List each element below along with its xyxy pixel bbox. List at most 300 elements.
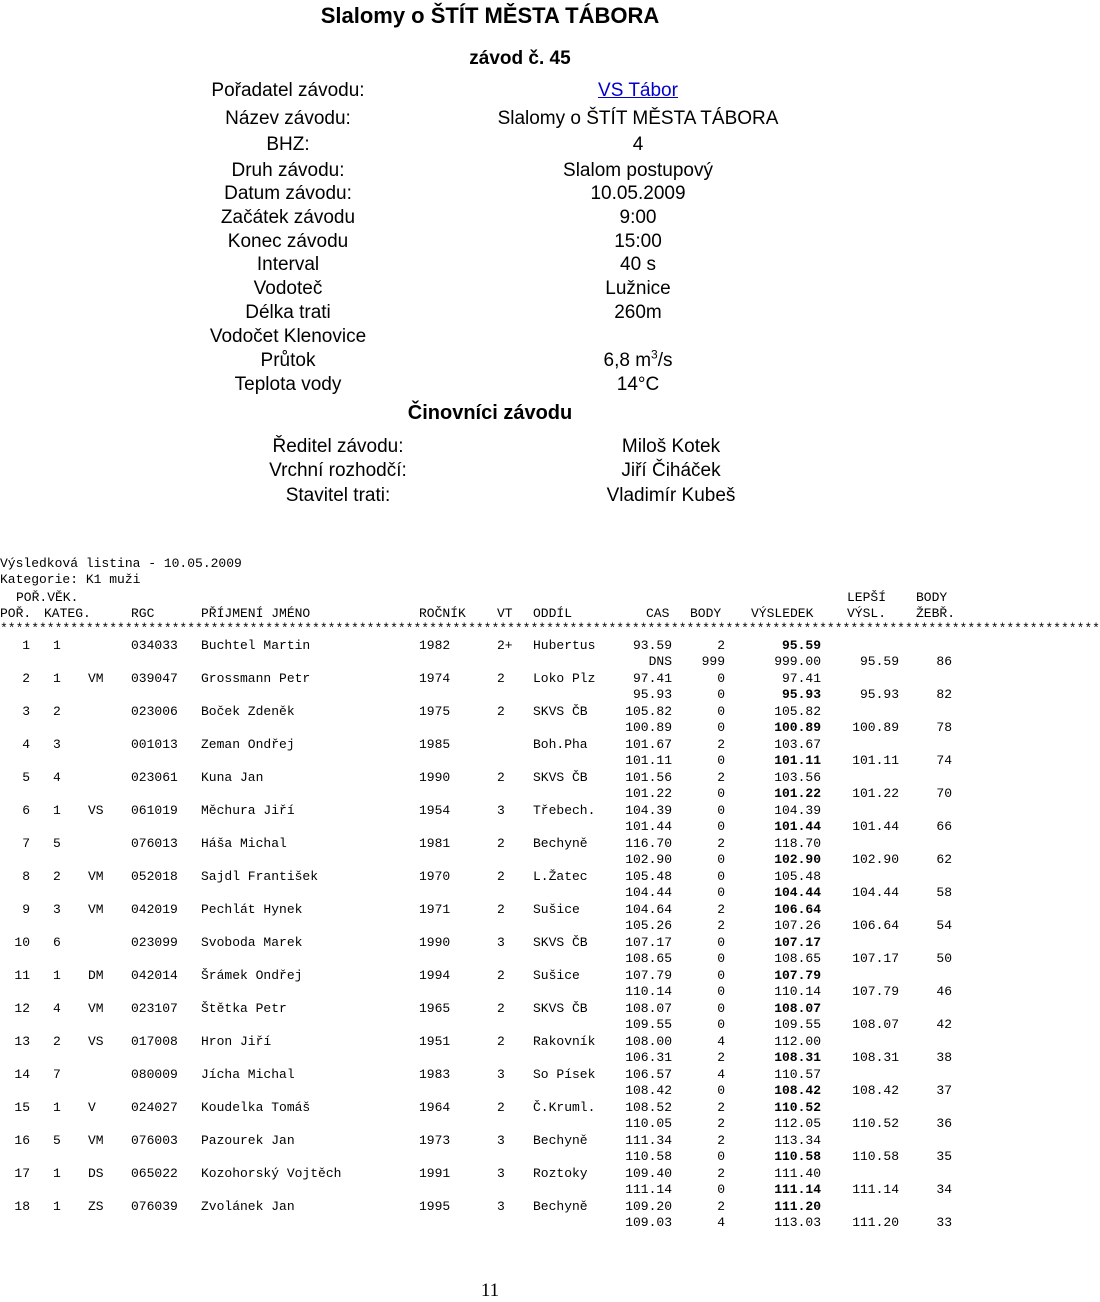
cell-best-result: 107.17: [852, 951, 899, 966]
cell-ladder-points: 34: [936, 1182, 952, 1197]
result-row-second-run: [0, 984, 960, 1000]
cell-run2-time: 111.14: [625, 1182, 672, 1197]
cell-por: 15: [14, 1100, 30, 1115]
cell-club: Č.Kruml.: [533, 1100, 596, 1115]
cell-run1-time: 104.39: [625, 803, 672, 818]
cell-rgc: 052018: [131, 869, 178, 884]
info-label: Druh závodu:: [231, 160, 345, 181]
cell-year: 1995: [419, 1199, 451, 1214]
cell-rgc: 080009: [131, 1067, 178, 1082]
cell-run2-result: 108.65: [774, 951, 821, 966]
cell-age-rank: 7: [53, 1067, 61, 1082]
cell-run1-time: 101.67: [625, 737, 672, 752]
cell-year: 1983: [419, 1067, 451, 1082]
info-row: [0, 277, 960, 301]
info-value-sup: 3: [651, 347, 658, 362]
cell-rgc: 042014: [131, 968, 178, 983]
cell-run2-time: 104.44: [625, 885, 672, 900]
result-row: [0, 803, 960, 819]
info-value: [478, 107, 798, 131]
cell-run1-time: 101.56: [625, 770, 672, 785]
cell-club: Rakovník: [533, 1034, 596, 1049]
cell-ladder-points: 70: [936, 786, 952, 801]
info-label: Datum závodu:: [224, 183, 352, 204]
cell-year: 1951: [419, 1034, 451, 1049]
cell-vt: 3: [497, 1133, 505, 1148]
cell-run2-time: 105.26: [625, 918, 672, 933]
cell-por: 11: [14, 968, 30, 983]
cell-vt: 2: [497, 1100, 505, 1115]
cell-por: 6: [22, 803, 30, 818]
cell-vt: 3: [497, 1199, 505, 1214]
cell-run2-result: 112.05: [774, 1116, 821, 1131]
cell-rgc: 039047: [131, 671, 178, 686]
cell-category: VS: [88, 803, 104, 818]
header-row-top: [0, 590, 960, 606]
cell-ladder-points: 42: [936, 1017, 952, 1032]
cell-age-rank: 5: [53, 1133, 61, 1148]
cell-vt: 3: [497, 935, 505, 950]
cell-club: SKVS ČB: [533, 935, 588, 950]
cell-run2-result: 108.42: [774, 1083, 821, 1098]
cell-name: Měchura Jiří: [201, 803, 295, 818]
info-row: [0, 79, 960, 103]
info-row: [0, 206, 960, 230]
cell-year: 1971: [419, 902, 451, 917]
cell-run1-time: 106.57: [625, 1067, 672, 1082]
cell-run2-result: 101.44: [774, 819, 821, 834]
result-row: [0, 770, 960, 786]
cell-run2-time: 100.89: [625, 720, 672, 735]
cell-year: 1970: [419, 869, 451, 884]
info-label: BHZ:: [266, 134, 310, 155]
cell-vt: 2+: [497, 638, 513, 653]
result-row-second-run: [0, 1149, 960, 1165]
cell-age-rank: 4: [53, 1001, 61, 1016]
header-kateg: KATEG.: [44, 606, 91, 621]
cell-age-rank: 1: [53, 638, 61, 653]
cell-run1-penalty: 2: [717, 737, 725, 752]
cell-category: VM: [88, 671, 104, 686]
cell-ladder-points: 62: [936, 852, 952, 867]
cell-por: 8: [22, 869, 30, 884]
cell-name: Kuna Jan: [201, 770, 264, 785]
cell-vt: 2: [497, 671, 505, 686]
cell-best-result: 95.93: [859, 687, 899, 702]
cell-club: Sušice: [533, 902, 580, 917]
result-row: [0, 1199, 960, 1215]
cell-run2-penalty: 0: [717, 753, 725, 768]
cell-club: Sušice: [533, 968, 580, 983]
cell-category: DM: [88, 968, 104, 983]
cell-run2-penalty: 2: [717, 918, 725, 933]
info-value-text: 9:00: [619, 207, 657, 228]
cell-run2-result: 102.90: [774, 852, 821, 867]
cell-vt: 3: [497, 1166, 505, 1181]
cell-age-rank: 2: [53, 704, 61, 719]
info-row: [0, 325, 960, 349]
cell-run1-penalty: 2: [717, 1133, 725, 1148]
cell-run1-penalty: 0: [717, 704, 725, 719]
cell-run1-penalty: 2: [717, 1199, 725, 1214]
result-row: [0, 1001, 960, 1017]
cell-category: DS: [88, 1166, 104, 1181]
cell-run1-time: 108.52: [625, 1100, 672, 1115]
cell-por: 7: [22, 836, 30, 851]
info-value-text: 10.05.2009: [590, 183, 686, 204]
result-row: [0, 1133, 960, 1149]
info-value: [478, 373, 798, 397]
header-rocnik: ROČNÍK: [419, 606, 466, 621]
cell-run1-time: 105.82: [625, 704, 672, 719]
info-value: [478, 133, 798, 157]
cell-best-result: 102.90: [852, 852, 899, 867]
cell-age-rank: 1: [53, 1199, 61, 1214]
cell-club: Bechyně: [533, 1133, 588, 1148]
cell-category: ZS: [88, 1199, 104, 1214]
cell-age-rank: 1: [53, 671, 61, 686]
cell-run1-time: 109.20: [625, 1199, 672, 1214]
cell-club: So Písek: [533, 1067, 596, 1082]
cell-name: Hron Jiří: [201, 1034, 272, 1049]
cell-run2-time: 95.93: [632, 687, 672, 702]
header-name: PŘÍJMENÍ JMÉNO: [201, 606, 311, 621]
cell-vt: 3: [497, 803, 505, 818]
cell-category: VM: [88, 1133, 104, 1148]
cell-age-rank: 2: [53, 869, 61, 884]
info-value: [478, 182, 798, 206]
header-body-top: BODY: [916, 590, 948, 605]
result-row: [0, 1100, 960, 1116]
cell-best-result: 110.52: [852, 1116, 899, 1131]
result-row: [0, 869, 960, 885]
result-row-second-run: [0, 885, 960, 901]
cell-name: Háša Michal: [201, 836, 287, 851]
cell-run1-penalty: 0: [717, 869, 725, 884]
cell-run1-time: 111.34: [625, 1133, 672, 1148]
cell-run2-result: 110.14: [774, 984, 821, 999]
info-value-text: 6,8 m: [603, 350, 652, 371]
cell-run1-penalty: 2: [717, 1166, 725, 1181]
info-value-suffix: /s: [657, 350, 673, 371]
cell-club: Loko Plz: [533, 671, 596, 686]
result-row: [0, 1166, 960, 1182]
cell-ladder-points: 86: [936, 654, 952, 669]
cell-run1-penalty: 0: [717, 968, 725, 983]
cell-year: 1994: [419, 968, 451, 983]
official-role: Ředitel závodu:: [272, 436, 404, 457]
cell-run2-penalty: 2: [717, 1116, 725, 1131]
cell-vt: 2: [497, 869, 505, 884]
cell-club: L.Žatec: [533, 869, 588, 884]
cell-run1-result: 111.40: [774, 1166, 821, 1181]
cell-best-result: 101.44: [852, 819, 899, 834]
cell-run1-penalty: 2: [717, 770, 725, 785]
cell-run1-penalty: 4: [717, 1034, 725, 1049]
cell-ladder-points: 78: [936, 720, 952, 735]
cell-category: VM: [88, 1001, 104, 1016]
cell-year: 1982: [419, 638, 451, 653]
cell-run2-result: 113.03: [774, 1215, 821, 1230]
cell-run2-penalty: 0: [717, 720, 725, 735]
info-label: Vodočet Klenovice: [209, 326, 367, 347]
cell-rgc: 076013: [131, 836, 178, 851]
info-label: Konec závodu: [227, 231, 349, 252]
info-value-text: 40 s: [620, 254, 656, 275]
cell-age-rank: 2: [53, 1034, 61, 1049]
info-value: [478, 79, 798, 103]
cell-year: 1981: [419, 836, 451, 851]
cell-run2-time: 109.03: [625, 1215, 672, 1230]
cell-rgc: 061019: [131, 803, 178, 818]
result-row-second-run: [0, 1182, 960, 1198]
info-row: [0, 253, 960, 277]
cell-vt: 3: [497, 1067, 505, 1082]
cell-por: 17: [14, 1166, 30, 1181]
info-value: [478, 349, 798, 373]
cell-name: Jícha Michal: [201, 1067, 295, 1082]
cell-name: Šrámek Ondřej: [201, 968, 303, 983]
cell-run1-penalty: 0: [717, 671, 725, 686]
cell-best-result: 108.42: [852, 1083, 899, 1098]
cell-year: 1974: [419, 671, 451, 686]
result-row: [0, 836, 960, 852]
header-rgc: RGC: [131, 606, 155, 621]
result-row-second-run: [0, 1050, 960, 1066]
cell-best-result: 110.58: [852, 1149, 899, 1164]
info-value-text: Lužnice: [605, 278, 671, 299]
cell-run2-penalty: 999: [701, 654, 725, 669]
results-title: Výsledková listina - 10.05.2009: [0, 556, 242, 571]
cell-por: 13: [14, 1034, 30, 1049]
cell-run2-time: 108.65: [625, 951, 672, 966]
result-row-second-run: [0, 1116, 960, 1132]
result-row: [0, 671, 960, 687]
header-oddil: ODDÍL: [533, 606, 573, 621]
cell-name: Koudelka Tomáš: [201, 1100, 311, 1115]
cell-best-result: 108.31: [852, 1050, 899, 1065]
cell-por: 9: [22, 902, 30, 917]
info-value-text[interactable]: VS Tábor: [598, 80, 678, 101]
cell-rgc: 023006: [131, 704, 178, 719]
header-por-vek: POŘ.VĚK.: [16, 590, 79, 605]
cell-por: 18: [14, 1199, 30, 1214]
separator-stars: *********************************************************************************************************************************************: [0, 621, 1100, 636]
header-row: [0, 606, 960, 622]
header-vysl: VÝSL.: [847, 606, 887, 621]
cell-age-rank: 1: [53, 1166, 61, 1181]
cell-vt: 2: [497, 770, 505, 785]
cell-rgc: 076003: [131, 1133, 178, 1148]
cell-category: VS: [88, 1034, 104, 1049]
info-value-text: Slalomy o ŠTÍT MĚSTA TÁBORA: [497, 108, 779, 129]
info-value-text: 15:00: [614, 231, 662, 252]
cell-year: 1964: [419, 1100, 451, 1115]
cell-run1-penalty: 2: [717, 902, 725, 917]
info-value-text: 260m: [614, 302, 662, 323]
info-value-text: 14°C: [616, 374, 660, 395]
cell-run1-time: 108.00: [625, 1034, 672, 1049]
cell-run1-penalty: 0: [717, 935, 725, 950]
cell-rgc: 023061: [131, 770, 178, 785]
cell-age-rank: 1: [53, 968, 61, 983]
cell-year: 1954: [419, 803, 451, 818]
info-row: [0, 133, 960, 157]
result-row-second-run: [0, 1215, 960, 1231]
cell-run1-penalty: 0: [717, 1001, 725, 1016]
cell-year: 1975: [419, 704, 451, 719]
cell-age-rank: 1: [53, 1100, 61, 1115]
cell-club: Třebech.: [533, 803, 596, 818]
cell-ladder-points: 33: [936, 1215, 952, 1230]
cell-por: 16: [14, 1133, 30, 1148]
result-row: [0, 935, 960, 951]
info-value: [478, 277, 798, 301]
cell-run2-time: 101.22: [625, 786, 672, 801]
cell-run1-result: 112.00: [774, 1034, 821, 1049]
info-row: [0, 182, 960, 206]
cell-club: SKVS ČB: [533, 1001, 588, 1016]
cell-club: Bechyně: [533, 836, 588, 851]
cell-run1-result: 118.70: [774, 836, 821, 851]
cell-run1-result: 107.79: [774, 968, 821, 983]
cell-ladder-points: 35: [936, 1149, 952, 1164]
cell-rgc: 076039: [131, 1199, 178, 1214]
cell-ladder-points: 74: [936, 753, 952, 768]
cell-year: 1985: [419, 737, 451, 752]
cell-club: SKVS ČB: [533, 770, 588, 785]
officials-heading: Činovníci závodu: [407, 402, 573, 424]
cell-vt: 2: [497, 1034, 505, 1049]
cell-run2-result: 109.55: [774, 1017, 821, 1032]
info-value-text: Slalom postupový: [563, 160, 713, 181]
header-vt: VT: [497, 606, 513, 621]
cell-run2-penalty: 0: [717, 687, 725, 702]
result-row: [0, 902, 960, 918]
cell-run1-time: 109.40: [625, 1166, 672, 1181]
cell-por: 10: [14, 935, 30, 950]
cell-run2-result: 95.93: [781, 687, 821, 702]
cell-rgc: 024027: [131, 1100, 178, 1115]
info-value: [478, 159, 798, 183]
cell-name: Štětka Petr: [201, 1001, 287, 1016]
cell-run2-penalty: 0: [717, 984, 725, 999]
cell-year: 1973: [419, 1133, 451, 1148]
cell-run2-result: 111.14: [774, 1182, 821, 1197]
header-lepsi: LEPŠÍ: [847, 590, 887, 605]
info-label: Průtok: [260, 350, 316, 371]
result-row-second-run: [0, 720, 960, 736]
info-label: Teplota vody: [234, 374, 342, 395]
result-row-second-run: [0, 654, 960, 670]
info-row: [0, 230, 960, 254]
info-row: [0, 107, 960, 131]
result-row-second-run: [0, 852, 960, 868]
official-role: Stavitel trati:: [285, 485, 391, 506]
cell-club: Roztoky: [533, 1166, 588, 1181]
cell-ladder-points: 66: [936, 819, 952, 834]
cell-run2-result: 107.26: [774, 918, 821, 933]
cell-best-result: 101.11: [852, 753, 899, 768]
cell-vt: 2: [497, 968, 505, 983]
cell-name: Pechlát Hynek: [201, 902, 303, 917]
results-category: Kategorie: K1 muži: [0, 572, 141, 587]
cell-por: 1: [22, 638, 30, 653]
cell-run1-result: 104.39: [774, 803, 821, 818]
cell-run1-result: 105.82: [774, 704, 821, 719]
info-label: Interval: [256, 254, 320, 275]
cell-run1-time: 107.79: [625, 968, 672, 983]
cell-rgc: 017008: [131, 1034, 178, 1049]
header-zebr: ŽEBŘ.: [916, 606, 956, 621]
result-row-second-run: [0, 951, 960, 967]
info-label: Pořadatel závodu:: [211, 80, 365, 101]
info-value: [478, 253, 798, 277]
cell-run2-penalty: 0: [717, 1149, 725, 1164]
cell-run1-result: 108.07: [774, 1001, 821, 1016]
cell-por: 4: [22, 737, 30, 752]
cell-rgc: 023099: [131, 935, 178, 950]
cell-run1-result: 110.52: [774, 1100, 821, 1115]
cell-por: 3: [22, 704, 30, 719]
info-label: Začátek závodu: [220, 207, 356, 228]
cell-vt: 2: [497, 902, 505, 917]
cell-run2-penalty: 0: [717, 951, 725, 966]
cell-por: 5: [22, 770, 30, 785]
cell-ladder-points: 37: [936, 1083, 952, 1098]
info-row: [0, 373, 960, 397]
cell-run1-penalty: 2: [717, 1100, 725, 1115]
cell-run1-result: 106.64: [774, 902, 821, 917]
info-value-text: 4: [632, 134, 644, 155]
cell-best-result: 111.14: [852, 1182, 899, 1197]
cell-year: 1990: [419, 935, 451, 950]
cell-run2-penalty: 0: [717, 1083, 725, 1098]
official-row: [0, 484, 960, 508]
result-row-second-run: [0, 786, 960, 802]
result-row-second-run: [0, 819, 960, 835]
info-value: [478, 230, 798, 254]
cell-ladder-points: 58: [936, 885, 952, 900]
result-row: [0, 1034, 960, 1050]
cell-age-rank: 3: [53, 902, 61, 917]
race-number: závod č. 45: [469, 48, 571, 69]
info-row: [0, 301, 960, 325]
result-row: [0, 704, 960, 720]
cell-run1-result: 105.48: [774, 869, 821, 884]
cell-ladder-points: 46: [936, 984, 952, 999]
cell-run2-result: 104.44: [774, 885, 821, 900]
official-row: [0, 435, 960, 459]
official-row: [0, 459, 960, 483]
cell-run1-time: 104.64: [625, 902, 672, 917]
cell-run2-time: DNS: [648, 654, 672, 669]
cell-ladder-points: 36: [936, 1116, 952, 1131]
cell-run2-penalty: 0: [717, 885, 725, 900]
cell-name: Pazourek Jan: [201, 1133, 295, 1148]
cell-run2-result: 101.11: [774, 753, 821, 768]
cell-run1-time: 108.07: [625, 1001, 672, 1016]
cell-club: SKVS ČB: [533, 704, 588, 719]
cell-category: VM: [88, 869, 104, 884]
result-row-second-run: [0, 753, 960, 769]
info-row: [0, 159, 960, 183]
cell-rgc: 065022: [131, 1166, 178, 1181]
cell-ladder-points: 82: [936, 687, 952, 702]
cell-run1-time: 116.70: [625, 836, 672, 851]
cell-age-rank: 3: [53, 737, 61, 752]
cell-run2-penalty: 2: [717, 1050, 725, 1065]
